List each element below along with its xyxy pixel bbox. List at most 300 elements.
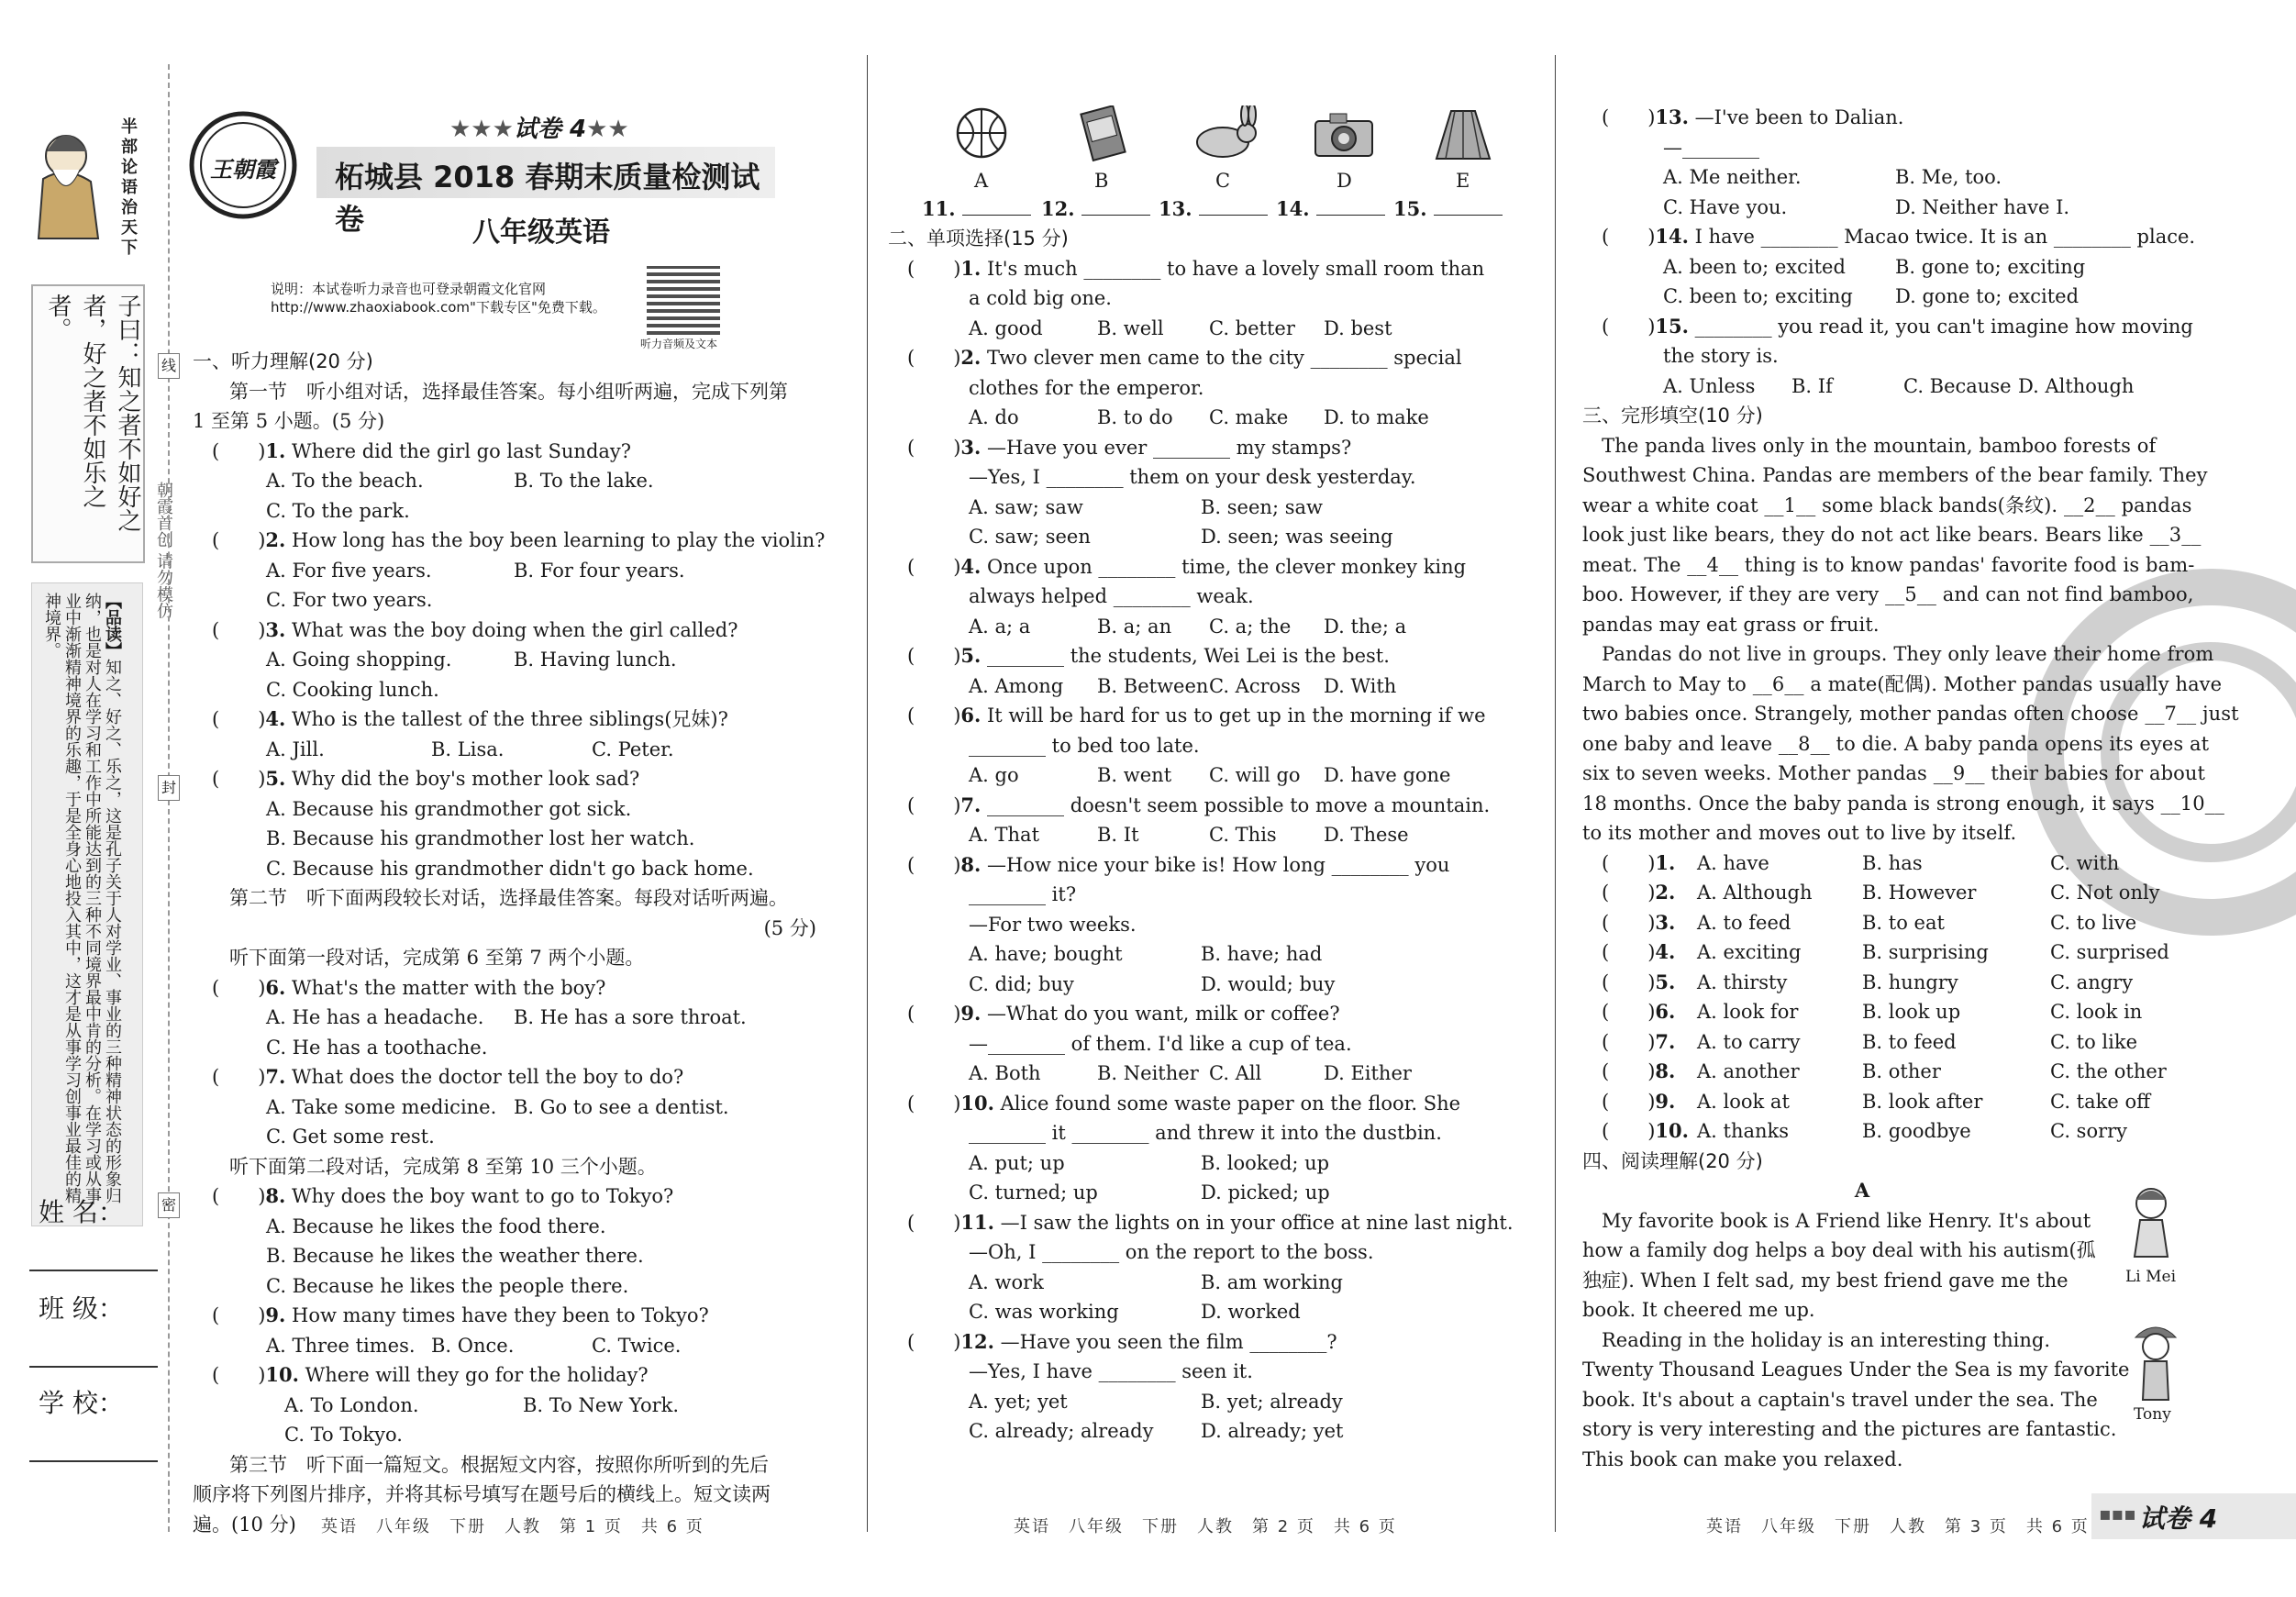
side-badge: 半部论语治天下 — [121, 117, 138, 258]
confucius-quote: 子曰：知之者不如好之者，好之者不如乐之者。 — [31, 284, 145, 563]
exam-title: 柘城县 2018 春期末质量检测试卷 — [316, 147, 775, 198]
listening-q2: ( )2. How long has the boy been learning to play the violin? A. For five years. B. For four years. C. For two years. — [193, 526, 816, 616]
question-text-line: a cold big one. — [969, 287, 1112, 309]
q15-option-d[interactable]: D. Although — [2018, 374, 2135, 397]
section1-title: 一、听力理解(20 分) — [193, 350, 373, 372]
q9-option-b[interactable]: B. Neither — [1097, 1062, 1199, 1084]
part3-line2: 顺序将下列图片排序，并将其标号填写在题号后的横线上。短文读两 — [193, 1483, 771, 1505]
cloze-5-option-b[interactable]: B. hungry — [1862, 970, 1958, 993]
cloze-7-option-a[interactable]: A. to carry — [1697, 1030, 1801, 1053]
binding-mark-3: 密 — [158, 1192, 180, 1218]
single-choice-q13: ( )13. —I've been to Dalian. — [1582, 105, 1904, 128]
question-stem: ________ doesn't seem possible to move a mountain. — [987, 793, 1491, 816]
ordering-blanks: 11. 12. 13. 14. 15. — [922, 197, 1503, 220]
question-text-line: clothes for the emperor. — [969, 376, 1204, 399]
q6-option-c[interactable]: C. will go — [1209, 764, 1301, 786]
q8-option-d[interactable]: D. would; buy — [1201, 972, 1336, 995]
qr-caption: 听力音频及文本 — [640, 338, 718, 350]
q1-option-d[interactable]: D. best — [1324, 316, 1392, 339]
question-text-line: —Yes, I have ________ seen it. — [969, 1360, 1253, 1382]
question-number: 4. — [960, 554, 982, 578]
single-choice-q5: ( )5. ________ the students, Wei Lei is the best. — [888, 644, 1390, 667]
cloze-line: 18 months. Once the baby panda is strong enough, it says __10__ — [1582, 792, 2224, 815]
single-choice-q3: ( )3. —Have you ever ________ my stamps? — [888, 435, 1352, 459]
page3-footer: 英语 八年级 下册 人教 第 3 页 共 6 页 — [1706, 1517, 2090, 1536]
q12-option-b[interactable]: B. yet; already — [1201, 1390, 1343, 1413]
picture-letter-a: A — [974, 170, 989, 192]
cloze-line: meat. The __4__ thing is to know pandas' favorite food is bam- — [1582, 553, 2195, 576]
question-stem: —What do you want, milk or coffee? — [987, 1003, 1340, 1025]
q4-option-b[interactable]: B. a; an — [1097, 615, 1172, 638]
q4-option-a[interactable]: A. a; a — [969, 615, 1031, 638]
q6-option-c[interactable]: C. He has a toothache. — [266, 1036, 488, 1059]
cloze-line: pandas may eat grass or fruit. — [1582, 613, 1880, 636]
cloze-question: ( )4. A. exciting B. surprising C. surprised — [1582, 937, 2197, 968]
q5-option-a[interactable]: A. Among — [969, 674, 1064, 697]
reading-line: story is very interesting and the pictures are fantastic. — [1582, 1418, 2117, 1440]
q10-option-d[interactable]: D. picked; up — [1201, 1181, 1330, 1203]
question-number: 3. — [960, 435, 982, 459]
cloze-2-option-a[interactable]: A. Although — [1697, 882, 1813, 904]
q11-option-c[interactable]: C. was working — [969, 1301, 1119, 1323]
q5-option-b[interactable]: B. Between — [1097, 674, 1209, 697]
cloze-1-option-b[interactable]: B. has — [1862, 851, 1923, 874]
reading-passage — [1582, 1206, 2130, 1475]
cloze-question: ( )10. A. thanks B. goodbye C. sorry — [1582, 1116, 2197, 1147]
question-stem: —Have you seen the film ________? — [1000, 1330, 1337, 1353]
q8-option-a[interactable]: A. Because he likes the food there. — [266, 1214, 606, 1237]
page3-column — [1582, 103, 2239, 1474]
cloze-line: Southwest China. Pandas are members of the bear family. They — [1582, 464, 2208, 486]
part3-line3: 遍。(10 分) — [193, 1513, 296, 1536]
cloze-question: ( )7. A. to carry B. to feed C. to like — [1582, 1027, 2197, 1058]
blank-15[interactable] — [1434, 215, 1503, 216]
q3-option-b[interactable]: B. Having lunch. — [514, 649, 677, 671]
qr-note: 说明：本试卷听力录音也可登录朝霞文化官网 http://www.zhaoxiabook.com"下载专区"免费下载。 — [271, 281, 606, 316]
q13-option-d[interactable]: D. Neither have I. — [1895, 195, 2070, 218]
cloze-line: Pandas do not live in groups. They only leave their home from — [1582, 643, 2214, 665]
q7-option-d[interactable]: D. These — [1324, 824, 1409, 846]
cloze-question: ( )8. A. another B. other C. the other — [1582, 1057, 2197, 1087]
single-choice-q15: ( )15. ________ you read it, you can't imagine how moving — [1582, 314, 2193, 338]
q12-option-d[interactable]: D. already; yet — [1201, 1420, 1344, 1442]
single-choice-q10: ( )10. Alice found some waste paper on the floor. She — [888, 1091, 1461, 1115]
q10-option-b[interactable]: B. To New York. — [523, 1393, 680, 1416]
question-number: 10. — [960, 1091, 994, 1115]
picture-letter-c: C — [1215, 170, 1231, 192]
pindu-commentary — [31, 582, 143, 1226]
cloze-6-option-b[interactable]: B. look up — [1862, 1001, 1961, 1023]
q15-option-c[interactable]: C. Because — [1903, 374, 2012, 397]
q3-option-d[interactable]: D. seen; was seeing — [1201, 526, 1393, 548]
picture-letter-d: D — [1337, 170, 1352, 192]
brand-logo — [188, 110, 298, 220]
confucius-avatar — [34, 110, 116, 248]
cloze-10-option-a[interactable]: A. thanks — [1697, 1120, 1790, 1142]
q5-option-c[interactable]: C. Across — [1209, 674, 1301, 697]
question-text-line: —Yes, I ________ them on your desk yesterday. — [969, 466, 1416, 488]
single-choice-q14: ( )14. I have ________ Macao twice. It is an ________ place. — [1582, 225, 2196, 248]
cloze-10-option-c[interactable]: C. sorry — [2050, 1120, 2128, 1142]
binding-mark-1: 线 — [158, 353, 180, 379]
cloze-question: ( )9. A. look at B. look after C. take off — [1582, 1087, 2197, 1117]
q13-option-a[interactable]: A. Me neither. — [1663, 166, 1802, 188]
q14-option-a[interactable]: A. been to; excited — [1663, 255, 1846, 278]
binding-mark-2: 封 — [158, 775, 180, 801]
q9-option-a[interactable]: A. Both — [969, 1062, 1041, 1084]
listening-q10: ( )10. Where will they go for the holiday? A. To London. B. To New York. C. To Tokyo. — [193, 1360, 816, 1450]
cloze-line: The panda lives only in the mountain, bamboo forests of — [1582, 434, 2157, 457]
cloze-8-option-c[interactable]: C. the other — [2050, 1060, 2167, 1082]
cloze-number: 1. — [1655, 850, 1676, 874]
cloze-6-option-a[interactable]: A. look for — [1697, 1001, 1799, 1023]
q1-option-c[interactable]: C. better — [1209, 316, 1295, 339]
question-number: 1. — [960, 256, 982, 280]
cloze-line: six to seven weeks. Mother pandas __9__ their babies for about — [1582, 762, 2206, 784]
cloze-number: 8. — [1655, 1059, 1676, 1082]
part3-line1: 第三节 听下面一篇短文。根据短文内容，按照你所听到的先后 — [229, 1453, 769, 1476]
q7-option-a[interactable]: A. Take some medicine. — [266, 1095, 497, 1118]
reading-line: how a family dog helps a boy deal with his autism(孤 — [1582, 1239, 2096, 1261]
cloze-10-option-b[interactable]: B. goodbye — [1862, 1120, 1971, 1142]
q6-option-b[interactable]: B. went — [1097, 764, 1172, 786]
q7-option-a[interactable]: A. That — [969, 824, 1040, 846]
cloze-number: 7. — [1655, 1029, 1676, 1053]
tony-figure — [2119, 1321, 2192, 1422]
cloze-number: 5. — [1655, 970, 1676, 993]
paper-tag: ★★★试卷 4★★ — [449, 116, 629, 143]
q10-option-b[interactable]: B. looked; up — [1201, 1151, 1330, 1174]
q1-option-a[interactable]: A. good — [969, 316, 1043, 339]
question-number: 15. — [1655, 314, 1689, 338]
page2-column — [888, 224, 1512, 1447]
school-field[interactable] — [29, 1458, 158, 1462]
book-icon — [1076, 105, 1131, 165]
cloze-line: one baby and leave __8__ to die. A baby panda opens its eyes at — [1582, 732, 2210, 755]
question-text-line: —Oh, I ________ on the report to the boss. — [969, 1241, 1374, 1263]
single-choice-questions — [888, 254, 1512, 1447]
q11-option-b[interactable]: B. am working — [1201, 1270, 1343, 1293]
column-divider-2 — [1555, 55, 1556, 1532]
listening-q8: ( )8. Why does the boy want to go to Tokyo? A. Because he likes the food there. B. Because he likes the weather there. C. Because he likes the people there. — [193, 1181, 816, 1301]
cloze-number: 9. — [1655, 1089, 1676, 1113]
q14-option-c[interactable]: C. been to; exciting — [1663, 285, 1853, 307]
cloze-9-option-b[interactable]: B. look after — [1862, 1090, 1983, 1113]
dialog2-intro: 听下面第二段对话，完成第 8 至第 10 三个小题。 — [229, 1155, 657, 1178]
cloze-1-option-c[interactable]: C. with — [2050, 851, 2120, 874]
cloze-question: ( )1. A. have B. has C. with — [1582, 848, 2197, 879]
q9-option-a[interactable]: A. Three times. — [266, 1334, 416, 1357]
cloze-9-option-c[interactable]: C. take off — [2050, 1090, 2151, 1113]
side-vertical-text: 朝霞首创 请勿模仿 — [154, 482, 173, 619]
q2-option-d[interactable]: D. to make — [1324, 406, 1429, 428]
reading-line: Reading in the holiday is an interesting thing. — [1582, 1328, 2051, 1351]
cloze-number: 4. — [1655, 940, 1676, 963]
question-stem: ________ you read it, you can't imagine how moving — [1694, 315, 2193, 338]
cloze-line: wear a white coat __1__ some black bands(条纹). __2__ pandas — [1582, 494, 2192, 516]
q5-option-b[interactable]: B. Because his grandmother lost her watch. — [266, 827, 695, 849]
question-stem: I have ________ Macao twice. It is an ________ place. — [1694, 226, 2196, 248]
q1-option-c[interactable]: C. To the park. — [266, 499, 410, 522]
reading-line: Twenty Thousand Leagues Under the Sea is my favorite — [1582, 1359, 2130, 1381]
q1-option-b[interactable]: B. well — [1097, 316, 1164, 339]
cloze-2-option-b[interactable]: B. However — [1862, 882, 1977, 904]
picture-letter-b: B — [1094, 170, 1109, 192]
cloze-number: 10. — [1655, 1119, 1689, 1142]
single-choice-q8: ( )8. —How nice your bike is! How long ________ you — [888, 852, 1450, 876]
reading-line: book. It cheered me up. — [1582, 1299, 1815, 1321]
cloze-1-option-a[interactable]: A. have — [1697, 851, 1769, 874]
q4-option-d[interactable]: D. the; a — [1324, 615, 1407, 638]
question-stem: Once upon ________ time, the clever monkey king — [987, 555, 1467, 578]
q8-option-b[interactable]: B. have; had — [1201, 943, 1323, 965]
q8-option-a[interactable]: A. have; bought — [969, 943, 1123, 965]
question-stem: —I've been to Dalian. — [1694, 106, 1904, 128]
question-text-line: —For two weeks. — [969, 913, 1137, 936]
q2-option-a[interactable]: A. For five years. — [266, 559, 432, 582]
qr-code[interactable] — [647, 266, 720, 335]
cloze-4-option-a[interactable]: A. exciting — [1697, 941, 1802, 963]
cloze-2-option-c[interactable]: C. Not only — [2050, 882, 2160, 904]
q5-option-c[interactable]: C. Because his grandmother didn't go back home. — [266, 857, 754, 880]
section3-title: 三、完形填空(10 分) — [1582, 405, 1763, 427]
question-number: 5. — [960, 644, 982, 667]
pindu-title: 【品读】 — [103, 593, 122, 659]
question-stem: —I saw the lights on in your office at nine last night. — [1000, 1211, 1514, 1234]
tony-label: Tony — [2134, 1405, 2171, 1424]
listening-q1: ( )1. Where did the girl go last Sunday? A. To the beach. B. To the lake. C. To the park. — [193, 437, 816, 527]
logo-text: 王朝霞 — [210, 157, 276, 183]
q4-option-a[interactable]: A. Jill. — [266, 738, 325, 760]
question-number: 6. — [960, 704, 982, 726]
q13-option-b[interactable]: B. Me, too. — [1895, 166, 2002, 188]
q10-option-c[interactable]: C. turned; up — [969, 1181, 1098, 1203]
cloze-3-option-a[interactable]: A. to feed — [1697, 911, 1791, 934]
question-text-line: ________ it ________ and threw it into the dustbin. — [969, 1122, 1442, 1144]
q3-option-a[interactable]: A. Going shopping. — [266, 649, 452, 671]
q14-option-b[interactable]: B. gone to; exciting — [1895, 255, 2086, 278]
single-choice-q9: ( )9. —What do you want, milk or coffee? — [888, 1002, 1340, 1025]
pindu-text: 知之、好之、乐之，这是孔子关于人对学业、事业的三种精神状态的形象归纳，也是对人在学习和工作中所能达到的三种不同境界最中肯的分析。在学习或从事业中渐渐精神境界的乐趣，于是全身心地投入其中，这才是从事学习创事业最佳的精神境界。 — [42, 593, 122, 1203]
question-number: 12. — [960, 1329, 994, 1353]
li-mei-figure — [2114, 1183, 2188, 1284]
question-stem: —How nice your bike is! How long ________ you — [987, 853, 1450, 876]
page2-footer: 英语 八年级 下册 人教 第 2 页 共 6 页 — [1014, 1517, 1397, 1536]
basketball-icon — [954, 105, 1009, 161]
question-number: 9. — [960, 1002, 982, 1025]
dialog1-intro: 听下面第一段对话，完成第 6 至第 7 两个小题。 — [229, 947, 645, 969]
single-choice-q12: ( )12. —Have you seen the film ________? — [888, 1329, 1337, 1353]
question-stem: Two clever men came to the city ________ special — [987, 347, 1462, 369]
q7-option-c[interactable]: C. Get some rest. — [266, 1126, 435, 1148]
q8-option-c[interactable]: C. did; buy — [969, 972, 1074, 995]
q2-option-b[interactable]: B. to do — [1097, 406, 1173, 428]
q8-option-c[interactable]: C. Because he likes the people there. — [266, 1274, 629, 1297]
cloze-line: boo. However, if they are very __5__ and can not find bamboo, — [1582, 583, 2194, 605]
q12-option-a[interactable]: A. yet; yet — [969, 1390, 1068, 1413]
q14-option-d[interactable]: D. gone to; excited — [1895, 285, 2080, 307]
question-number: 11. — [960, 1210, 994, 1234]
reading-line: book. It's about a captain's travel under the sea. The — [1582, 1388, 2098, 1411]
cloze-line: March to May to __6__ a mate(配偶). Mother pandas usually have — [1582, 672, 2223, 695]
cloze-8-option-b[interactable]: B. other — [1862, 1060, 1941, 1082]
q1-option-a[interactable]: A. To the beach. — [266, 470, 424, 492]
q7-option-c[interactable]: C. This — [1209, 824, 1277, 846]
blank-12[interactable] — [1081, 215, 1150, 216]
q13-option-c[interactable]: C. Have you. — [1663, 195, 1788, 218]
blank-13[interactable] — [1199, 215, 1268, 216]
question-stem: ________ the students, Wei Lei is the best. — [987, 645, 1390, 667]
picture-row — [926, 105, 1514, 197]
q15-option-b[interactable]: B. If — [1791, 374, 1833, 397]
page1-column — [193, 347, 826, 1539]
cloze-passage — [1582, 431, 2239, 848]
cloze-4-option-c[interactable]: C. surprised — [2050, 941, 2169, 963]
camera-icon — [1312, 110, 1376, 161]
class-field[interactable] — [29, 1364, 158, 1368]
question-stem: It will be hard for us to get up in the morning if we — [987, 704, 1486, 726]
q3-option-c[interactable]: C. saw; seen — [969, 526, 1091, 548]
cloze-number: 3. — [1655, 910, 1676, 934]
q4-option-c[interactable]: C. a; the — [1209, 615, 1292, 638]
section4-title: 四、阅读理解(20 分) — [1582, 1149, 1763, 1172]
q6-option-a[interactable]: A. He has a headache. — [266, 1006, 484, 1028]
question-stem: —Have you ever ________ my stamps? — [987, 436, 1352, 459]
cloze-3-option-b[interactable]: B. to eat — [1862, 911, 1945, 934]
q9-option-b[interactable]: B. Once. — [431, 1334, 515, 1357]
reading-line: This book can make you relaxed. — [1582, 1447, 1903, 1470]
question-text-line: —________ of them. I'd like a cup of tea. — [969, 1032, 1352, 1055]
single-choice-continued — [1582, 103, 2197, 401]
q7-option-b[interactable]: B. It — [1097, 824, 1139, 846]
school-label: 学 校： — [39, 1388, 124, 1418]
listening-q3: ( )3. What was the boy doing when the girl called? A. Going shopping. B. Having lunch. C. Cooking lunch. — [193, 616, 816, 705]
class-label: 班 级： — [39, 1293, 124, 1324]
corner-paper-tag: ▪▪▪ 试卷 4 — [2091, 1493, 2296, 1539]
question-stem: Alice found some waste paper on the floor. She — [1000, 1092, 1461, 1115]
q10-option-a[interactable]: A. put; up — [969, 1151, 1065, 1174]
cloze-9-option-a[interactable]: A. look at — [1697, 1090, 1790, 1113]
cloze-8-option-a[interactable]: A. another — [1697, 1060, 1800, 1082]
cloze-3-option-c[interactable]: C. to live — [2050, 911, 2137, 934]
q6-option-d[interactable]: D. have gone — [1324, 764, 1451, 786]
side-quote-panel — [29, 73, 149, 1203]
q10-option-a[interactable]: A. To London. — [284, 1393, 419, 1416]
cloze-4-option-b[interactable]: B. surprising — [1862, 941, 1989, 963]
cloze-question: ( )5. A. thirsty B. hungry C. angry — [1582, 968, 2197, 998]
q4-option-c[interactable]: C. Peter. — [592, 738, 674, 760]
name-field[interactable] — [29, 1268, 158, 1271]
rabbit-icon — [1188, 105, 1261, 161]
q11-option-a[interactable]: A. work — [969, 1270, 1044, 1293]
question-text-line: ________ it? — [969, 883, 1077, 905]
q2-option-b[interactable]: B. For four years. — [514, 559, 685, 582]
q5-option-a[interactable]: A. Because his grandmother got sick. — [266, 797, 632, 820]
section2-title: 二、单项选择(15 分) — [888, 227, 1069, 250]
cloze-line: look just like bears, they do not act like bears. Bears like __3__ — [1582, 524, 2202, 546]
single-choice-q4: ( )4. Once upon ________ time, the clever monkey king — [888, 554, 1467, 578]
reading-line: My favorite book is A Friend like Henry. It's about — [1582, 1209, 2091, 1232]
q3-option-c[interactable]: C. Cooking lunch. — [266, 678, 439, 701]
part2-title: 第二节 听下面两段较长对话，选择最佳答案。每段对话听两遍。 — [229, 887, 788, 909]
single-choice-q2: ( )2. Two clever men came to the city ________ special — [888, 346, 1462, 369]
q6-option-b[interactable]: B. He has a sore throat. — [514, 1006, 747, 1028]
blank-14[interactable] — [1316, 215, 1385, 216]
q5-option-d[interactable]: D. With — [1324, 674, 1397, 697]
listening-q7: ( )7. What does the doctor tell the boy to do? A. Take some medicine. B. Go to see a dentist. C. Get some rest. — [193, 1062, 816, 1152]
q1-option-b[interactable]: B. To the lake. — [514, 470, 654, 492]
q4-option-b[interactable]: B. Lisa. — [431, 738, 505, 760]
listening-q9: ( )9. How many times have they been to Tokyo? A. Three times. B. Once. C. Twice. — [193, 1301, 816, 1360]
skirt-icon — [1431, 105, 1495, 165]
question-stem: It's much ________ to have a lovely small room than — [987, 257, 1485, 280]
q9-option-c[interactable]: C. Twice. — [592, 1334, 682, 1357]
cloze-options — [1582, 848, 2197, 1147]
q10-option-c[interactable]: C. To Tokyo. — [284, 1424, 403, 1446]
single-choice-q1: ( )1. It's much ________ to have a lovely small room than — [888, 256, 1485, 280]
single-choice-q6: ( )6. It will be hard for us to get up in the morning if we — [888, 704, 1486, 726]
cloze-line: to its mother and moves out to live by itself. — [1582, 822, 2017, 844]
cloze-question: ( )3. A. to feed B. to eat C. to live — [1582, 908, 2197, 938]
question-number: 14. — [1655, 225, 1689, 248]
q3-option-b[interactable]: B. seen; saw — [1201, 495, 1323, 518]
li-mei-label: Li Mei — [2125, 1268, 2177, 1286]
q15-option-a[interactable]: A. Unless — [1663, 374, 1756, 397]
q6-option-a[interactable]: A. go — [969, 764, 1019, 786]
part1-line1: 第一节 听小组对话，选择最佳答案。每小组听两遍，完成下列第 — [229, 380, 788, 403]
q8-option-b[interactable]: B. Because he likes the weather there. — [266, 1245, 644, 1267]
cloze-number: 2. — [1655, 881, 1676, 904]
exam-subtitle: 八年级英语 — [472, 216, 610, 249]
listening-q5: ( )5. Why did the boy's mother look sad? A. Because his grandmother got sick. B. Because his grandmother lost her watch. C. Because his grandmother didn't go back home. — [193, 764, 816, 883]
blank-11[interactable] — [962, 215, 1031, 216]
cloze-line: two babies once. Strangely, mother pandas often choose __7__ just — [1582, 703, 2239, 725]
listening-q6: ( )6. What's the matter with the boy? A. He has a headache. B. He has a sore throat. C. He has a toothache. — [193, 973, 816, 1063]
passage-label: A — [1854, 1179, 1870, 1202]
q2-option-a[interactable]: A. do — [969, 406, 1019, 428]
q7-option-b[interactable]: B. Go to see a dentist. — [514, 1095, 729, 1118]
cloze-6-option-c[interactable]: C. look in — [2050, 1001, 2143, 1023]
listening-q4: ( )4. Who is the tallest of the three siblings(兄妹)? A. Jill. B. Lisa. C. Peter. — [193, 704, 816, 764]
cloze-question: ( )2. A. Although B. However C. Not only — [1582, 878, 2197, 908]
single-choice-q11: ( )11. —I saw the lights on in your office at nine last night. — [888, 1210, 1514, 1234]
cloze-5-option-c[interactable]: C. angry — [2050, 970, 2134, 993]
question-text-line: ________ to bed too late. — [969, 734, 1200, 757]
cloze-7-option-c[interactable]: C. to like — [2050, 1030, 2138, 1053]
picture-letter-e: E — [1456, 170, 1470, 192]
single-choice-q7: ( )7. ________ doesn't seem possible to move a mountain. — [888, 793, 1491, 816]
q12-option-c[interactable]: C. already; already — [969, 1420, 1154, 1442]
question-text-line: the story is. — [1663, 345, 1779, 367]
cloze-number: 6. — [1655, 1000, 1676, 1023]
cloze-question: ( )6. A. look for B. look up C. look in — [1582, 997, 2197, 1027]
question-text-line: —________ — [1663, 136, 1759, 159]
reading-line: 独症). When I felt sad, my best friend gave me the — [1582, 1269, 2069, 1292]
q2-option-c[interactable]: C. For two years. — [266, 589, 433, 611]
q3-option-a[interactable]: A. saw; saw — [969, 495, 1083, 518]
part1-line2: 1 至第 5 小题。(5 分) — [193, 410, 385, 432]
cloze-7-option-b[interactable]: B. to feed — [1862, 1030, 1957, 1053]
question-number: 2. — [960, 346, 982, 369]
q9-option-c[interactable]: C. All — [1209, 1062, 1262, 1084]
cloze-5-option-a[interactable]: A. thirsty — [1697, 970, 1788, 993]
q9-option-d[interactable]: D. Either — [1324, 1062, 1412, 1084]
q2-option-c[interactable]: C. make — [1209, 406, 1289, 428]
name-label: 姓 名： — [39, 1197, 124, 1227]
question-number: 7. — [960, 793, 982, 816]
part2-score: (5 分) — [763, 916, 816, 939]
q11-option-d[interactable]: D. worked — [1201, 1301, 1301, 1323]
